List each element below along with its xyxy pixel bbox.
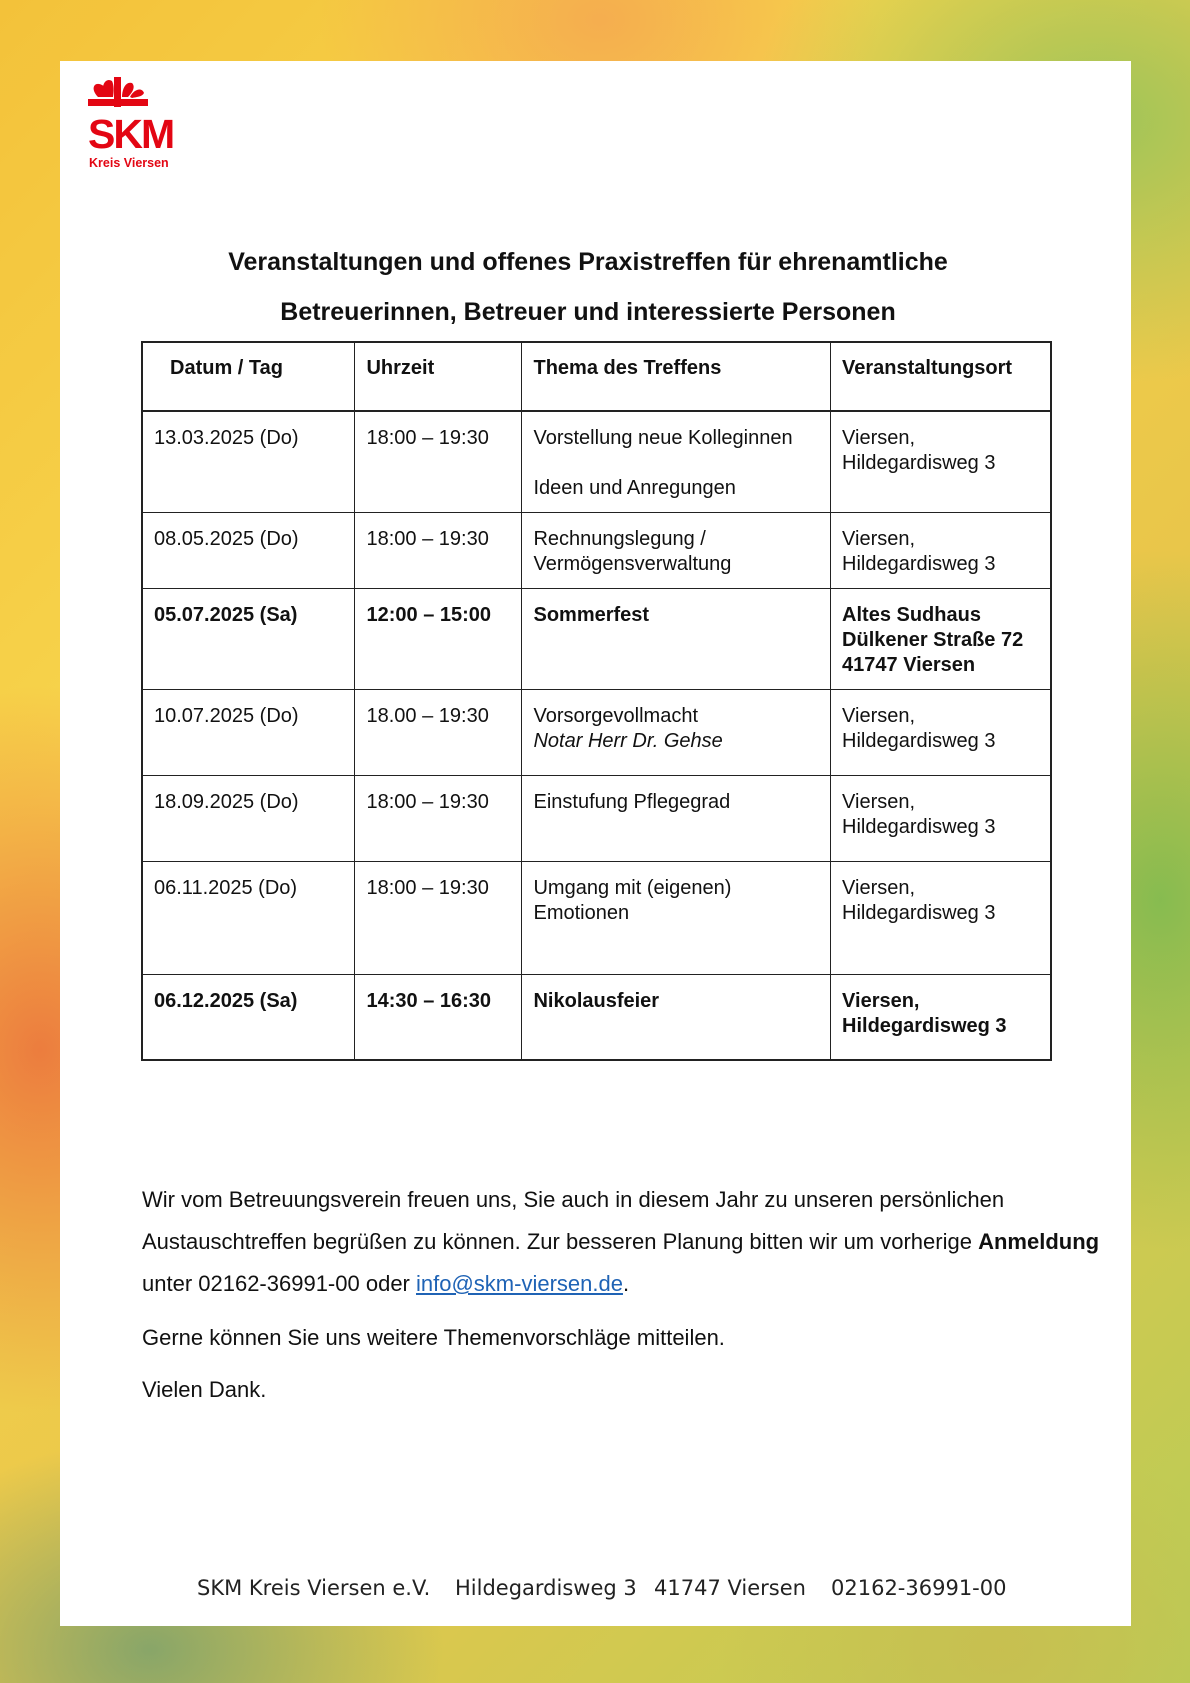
cell-date: 13.03.2025 (Do) [142,411,355,512]
header-date: Datum / Tag [142,342,355,411]
svg-text:SKM: SKM [88,111,174,157]
location-line: Viersen, [842,989,920,1012]
topic-line: Ideen und Anregungen [533,477,736,499]
location-line: Hildegardisweg 3 [842,1014,1007,1037]
cell-location [831,512,1051,588]
footer-org: SKM Kreis Viersen e.V. [197,1576,431,1600]
registration-paragraph [142,1179,1102,1305]
speaker-line: Notar Herr Dr. Gehse [533,729,723,752]
location-line: Hildegardisweg 3 [842,815,996,838]
location-line: Dülkener Straße 72 [842,628,1024,651]
location-line: 41747 Viersen [842,653,976,676]
location-line: Viersen, [842,427,916,449]
table-row [142,689,1051,775]
header-time: Uhrzeit [355,342,522,411]
cell-topic [522,512,831,588]
location-line: Viersen, [842,790,916,813]
table-row [142,411,1051,512]
cell-topic: Sommerfest [522,588,831,689]
cell-time: 18:00 – 19:30 [355,861,522,974]
skm-logo [76,71,196,171]
cell-topic: Nikolausfeier [522,974,831,1060]
paragraph-text: unter 02162-36991-00 oder [142,1271,416,1296]
cell-topic [522,861,831,974]
cell-date: 05.07.2025 (Sa) [142,588,355,689]
cell-time: 18:00 – 19:30 [355,411,522,512]
table-row [142,861,1051,974]
thanks-paragraph: Vielen Dank. [142,1377,267,1402]
cell-time: 14:30 – 16:30 [355,974,522,1060]
location-line: Hildegardisweg 3 [842,452,996,474]
body-text [142,1179,1102,1411]
cell-location [831,411,1051,512]
cell-time: 18:00 – 19:30 [355,512,522,588]
topics-paragraph: Gerne können Sie uns weitere Themenvorschläge mitteilen. [142,1325,725,1350]
location-line: Altes Sudhaus [842,603,981,626]
cell-date: 08.05.2025 (Do) [142,512,355,588]
email-link[interactable]: info@skm-viersen.de [416,1271,623,1296]
registration-emphasis: Anmeldung [978,1229,1100,1254]
events-table [141,341,1052,1061]
topic-line: Vorsorgevollmacht [533,704,699,727]
cell-time: 12:00 – 15:00 [355,588,522,689]
cell-location [831,974,1051,1060]
cell-location [831,588,1051,689]
footer [60,1576,1131,1606]
location-line: Viersen, [842,876,916,899]
cell-location [831,775,1051,861]
location-line: Hildegardisweg 3 [842,901,996,924]
paragraph-text: Wir vom Betreuungsverein freuen uns, Sie auch in diesem Jahr zu unseren persönlichen Austauschtreffen begrüßen zu können. Zur besseren Planung bitten wir um vorherige [142,1187,1005,1254]
topic-line: Vermögensverwaltung [533,552,732,575]
location-line: Hildegardisweg 3 [842,552,996,575]
topic-line: Emotionen [533,901,630,924]
cell-date: 06.11.2025 (Do) [142,861,355,974]
cell-time: 18:00 – 19:30 [355,775,522,861]
cell-date: 06.12.2025 (Sa) [142,974,355,1060]
cell-location [831,861,1051,974]
footer-street: Hildegardisweg 3 [455,1576,637,1600]
cell-topic [522,411,831,512]
cell-topic [522,689,831,775]
title-line-1: Veranstaltungen und offenes Praxistreffen für ehrenamtliche [228,248,948,276]
cell-date: 10.07.2025 (Do) [142,689,355,775]
table-row [142,974,1051,1060]
paragraph-text: . [622,1271,630,1296]
title-line-2: Betreuerinnen, Betreuer und interessierte Personen [280,298,896,326]
topic-line: Rechnungslegung / [533,527,706,550]
header-topic: Thema des Treffens [522,342,831,411]
location-line: Viersen, [842,704,916,727]
location-line: Hildegardisweg 3 [842,729,996,752]
topic-line: Vorstellung neue Kolleginnen [533,427,793,449]
table-row [142,512,1051,588]
footer-phone: 02162-36991-00 [831,1576,1007,1600]
cell-time: 18.00 – 19:30 [355,689,522,775]
table-row [142,775,1051,861]
page-title [60,237,1116,337]
cell-topic: Einstufung Pflegegrad [522,775,831,861]
header-location: Veranstaltungsort [831,342,1051,411]
cell-location [831,689,1051,775]
table-header-row [142,342,1051,411]
cell-date: 18.09.2025 (Do) [142,775,355,861]
topic-line: Umgang mit (eigenen) [533,876,732,899]
table-row [142,588,1051,689]
location-line: Viersen, [842,527,916,550]
document-page [60,61,1131,1626]
svg-text:Kreis Viersen: Kreis Viersen [89,156,169,170]
footer-city: 41747 Viersen [654,1576,806,1600]
